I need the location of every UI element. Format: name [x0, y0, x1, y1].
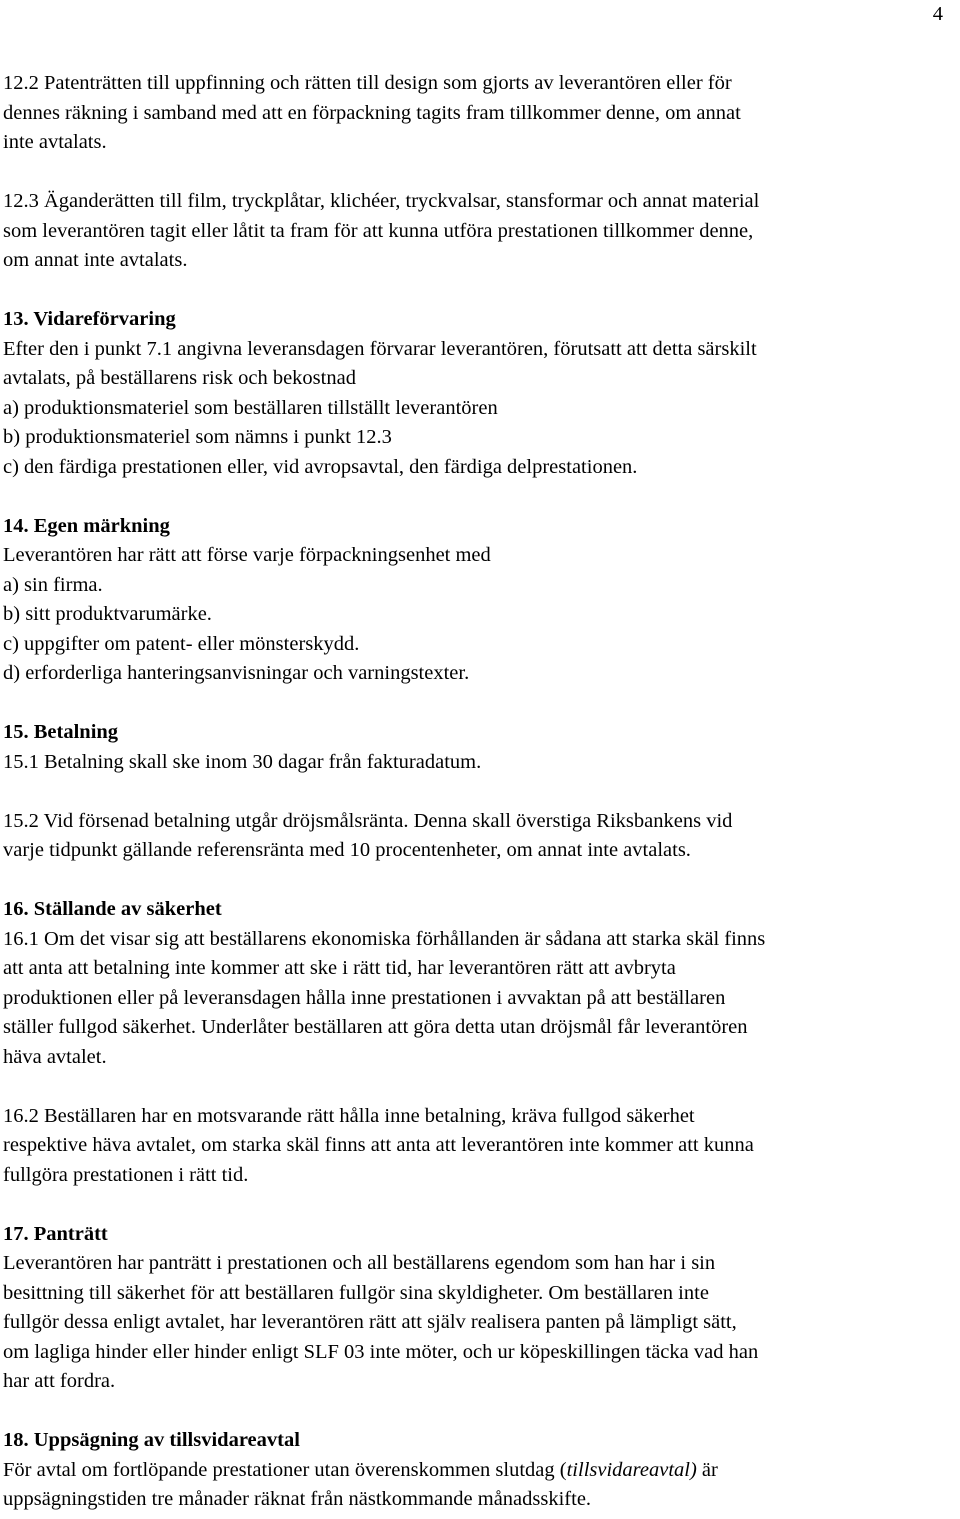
section-heading: 16. Ställande av säkerhet: [3, 898, 222, 920]
text-line: 16.2 Beställaren har en motsvarande rätt hålla inne betalning, kräva fullgod säkerhet: [3, 1104, 695, 1127]
list-item: b) sitt produktvarumärke.: [3, 603, 212, 625]
text-line: respektive häva avtalet, om starka skäl finns att anta att leverantören inte kommer att kunna: [3, 1134, 754, 1156]
list-item: c) uppgifter om patent- eller mönsterskydd.: [3, 632, 360, 655]
section-15: [3, 718, 960, 866]
spacer: [3, 1190, 960, 1220]
text-line: 15.1 Betalning skall ske inom 30 dagar från fakturadatum.: [3, 750, 482, 773]
spacer: [3, 1397, 960, 1427]
spacer: [3, 276, 960, 306]
text-line: fullgöra prestationen i rätt tid.: [3, 1163, 249, 1186]
text-line: inte avtalats.: [3, 131, 107, 153]
text-fragment: För avtal om fortlöpande prestationer utan överenskommen slutdag (: [3, 1458, 567, 1481]
text-line: om lagliga hinder eller hinder enligt SLF 03 inte möter, och ur köpeskillingen täcka vad han: [3, 1340, 759, 1363]
text-line: 15.2 Vid försenad betalning utgår dröjsmålsränta. Denna skall överstiga Riksbankens vid: [3, 809, 733, 832]
text-line: [3, 1456, 960, 1486]
text-line: ställer fullgod säkerhet. Underlåter beställaren att göra detta utan dröjsmål får leverantören: [3, 1016, 748, 1038]
section-heading: 15. Betalning: [3, 721, 119, 743]
section-17: [3, 1220, 960, 1397]
section-heading: 13. Vidareförvaring: [3, 308, 176, 330]
text-line: varje tidpunkt gällande referensränta med 10 procentenheter, om annat inte avtalats.: [3, 839, 691, 861]
text-line: uppsägningstiden tre månader räknat från nästkommande månadsskifte.: [3, 1488, 592, 1510]
text-line: produktionen eller på leveransdagen hålla inne prestationen i avvaktan på att beställaren: [3, 986, 726, 1009]
list-item: b) produktionsmateriel som nämns i punkt 12.3: [3, 426, 392, 448]
paragraph-12-2: [3, 69, 960, 158]
section-heading: 17. Panträtt: [3, 1222, 108, 1245]
text-line: häva avtalet.: [3, 1045, 107, 1068]
text-line: 16.1 Om det visar sig att beställarens ekonomiska förhållanden är sådana att starka skäl finns: [3, 927, 766, 950]
text-line: fullgör dessa enligt avtalet, har leverantören rätt att själv realisera panten på lämpligt sätt,: [3, 1311, 737, 1333]
text-line: Leverantören har rätt att förse varje förpackningsenhet med: [3, 544, 491, 566]
text-line: dennes räkning i samband med att en förpackning tagits fram tillkommer denne, om annat: [3, 101, 741, 124]
section-heading: 14. Egen märkning: [3, 514, 170, 537]
text-line: Efter den i punkt 7.1 angivna leveransdagen förvarar leverantören, förutsatt att detta särskilt: [3, 337, 757, 360]
spacer: [3, 158, 960, 188]
text-line: Leverantören har panträtt i prestationen och all beställarens egendom som han har i sin: [3, 1252, 716, 1274]
document-body: [3, 69, 960, 1515]
spacer: [3, 1072, 960, 1102]
text-fragment: är: [696, 1458, 718, 1481]
spacer: [3, 866, 960, 896]
section-13: [3, 305, 960, 482]
section-heading: 18. Uppsägning av tillsvidareavtal: [3, 1429, 300, 1451]
spacer: [3, 689, 960, 719]
section-16: [3, 895, 960, 1190]
list-item: d) erforderliga hanteringsanvisningar och varningstexter.: [3, 662, 470, 684]
text-line: 12.3 Äganderätten till film, tryckplåtar, klichéer, tryckvalsar, stansformar och annat material: [3, 190, 760, 212]
page-number: 4: [932, 3, 943, 25]
section-18: [3, 1426, 960, 1515]
text-line: besittning till säkerhet för att beställaren fullgör sina skyldigheter. Om beställaren inte: [3, 1281, 709, 1304]
text-line: som leverantören tagit eller låtit ta fram för att kunna utföra prestationen tillkommer denne,: [3, 219, 754, 242]
text-line: att anta att betalning inte kommer att ske i rätt tid, har leverantören rätt att avbryta: [3, 957, 676, 979]
italic-term: tillsvidareavtal): [566, 1458, 697, 1481]
section-14: [3, 512, 960, 689]
text-line: om annat inte avtalats.: [3, 249, 188, 271]
list-item: c) den färdiga prestationen eller, vid avropsavtal, den färdiga delprestationen.: [3, 455, 638, 478]
text-line: avtalats, på beställarens risk och bekostnad: [3, 367, 356, 389]
text-line: har att fordra.: [3, 1370, 116, 1392]
list-item: a) produktionsmateriel som beställaren tillställt leverantören: [3, 396, 498, 419]
text-line: 12.2 Patenträtten till uppfinning och rätten till design som gjorts av leverantören eller för: [3, 72, 732, 94]
spacer: [3, 777, 960, 807]
list-item: a) sin firma.: [3, 573, 103, 596]
spacer: [3, 482, 960, 512]
paragraph-12-3: [3, 187, 960, 276]
